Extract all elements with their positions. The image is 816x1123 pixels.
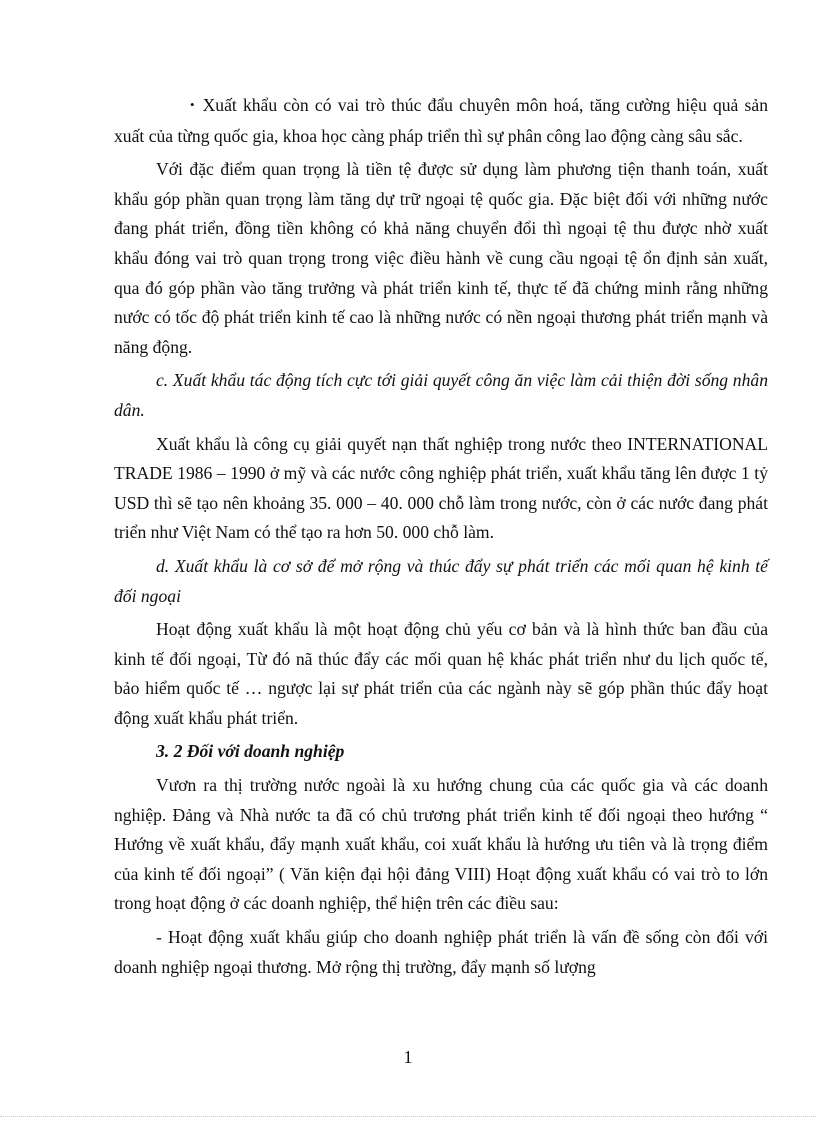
bullet-paragraph xyxy=(114,91,768,151)
body-text xyxy=(114,91,768,982)
paragraph: Với đặc điểm quan trọng là tiền tệ được sử dụng làm phương tiện thanh toán, xuất khẩu góp phần quan trọng làm tăng dự trữ ngoại tệ quốc gia. Đặc biệt đối với những nước đang phát triển, đồng tiền không có khả năng chuyển đổi thì ngoại tệ thu được nhờ xuất khẩu đóng vai trò quan trọng trong việc điều hành về cung cầu ngoại tệ ổn định sản xuất, qua đó góp phần vào tăng trưởng và phát triển kinh tế, thực tế đã chứng minh rằng những nước có tốc độ phát triển kinh tế cao là những nước có nền ngoại thương phát triển mạnh và năng động. xyxy=(114,159,768,357)
paragraph: Xuất khẩu là công cụ giải quyết nạn thất nghiệp trong nước theo INTERNATIONAL TRADE 1986 – 1990 ở mỹ và các nước công nghiệp phát triển, xuất khẩu tăng lên được 1 tỷ USD thì sẽ tạo nên khoảng 35. 000 – 40. 000 chỗ làm trong nước, còn ở các nước đang phát triển như Việt Nam có thể tạo ra hơn 50. 000 chỗ làm. xyxy=(114,433,768,543)
subsection-heading-d: d. Xuất khẩu là cơ sở để mở rộng và thúc đẩy sự phát triển các mối quan hệ kinh tế đối ngoại xyxy=(114,555,768,606)
subsection-heading-c: c. Xuất khẩu tác động tích cực tới giải quyết công ăn việc làm cải thiện đời sống nhân dân. xyxy=(114,370,768,420)
section-heading: 3. 2 Đối với doanh nghiệp xyxy=(156,741,345,762)
paragraph-text: Xuất khẩu còn có vai trò thúc đẩu chuyên môn hoá, tăng cường hiệu quả sản xuất của từng quốc gia, khoa học càng pháp triển thì sự phân công lao động càng sâu sắc. xyxy=(114,95,768,146)
paragraph: Hoạt động xuất khẩu là một hoạt động chủ yếu cơ bản và là hình thức ban đầu của kinh tế đối ngoại, Từ đó nã thúc đẩy các mối quan hệ khác phát triển như du lịch quốc tế, bảo hiểm quốc tế … ngược lại sự phát triển của các ngành này sẽ góp phần thúc đẩy hoạt động xuất khẩu phát triển. xyxy=(114,619,768,728)
bullet-icon: • xyxy=(190,97,195,112)
paragraph: - Hoạt động xuất khẩu giúp cho doanh nghiệp phát triển là vấn đề sống còn đối với doanh nghiệp ngoại thương. Mở rộng thị trường, đẩy mạnh số lượng xyxy=(114,927,768,977)
paragraph: Vươn ra thị trường nước ngoài là xu hướng chung của các quốc gia và các doanh nghiệp. Đảng và Nhà nước ta đã có chủ trương phát triển kinh tế đối ngoại theo hướng “ Hướng về xuất khẩu, đẩy mạnh xuất khẩu, coi xuất khẩu là hướng ưu tiên và là trọng điểm của kinh tế đối ngoại” ( Văn kiện đại hội đảng VIII) Hoạt động xuất khẩu có vai trò to lớn trong hoạt động ở các doanh nghiệp, thể hiện trên các điều sau: xyxy=(114,775,768,914)
page-number: 1 xyxy=(403,1047,413,1067)
footer-divider xyxy=(0,1116,816,1117)
